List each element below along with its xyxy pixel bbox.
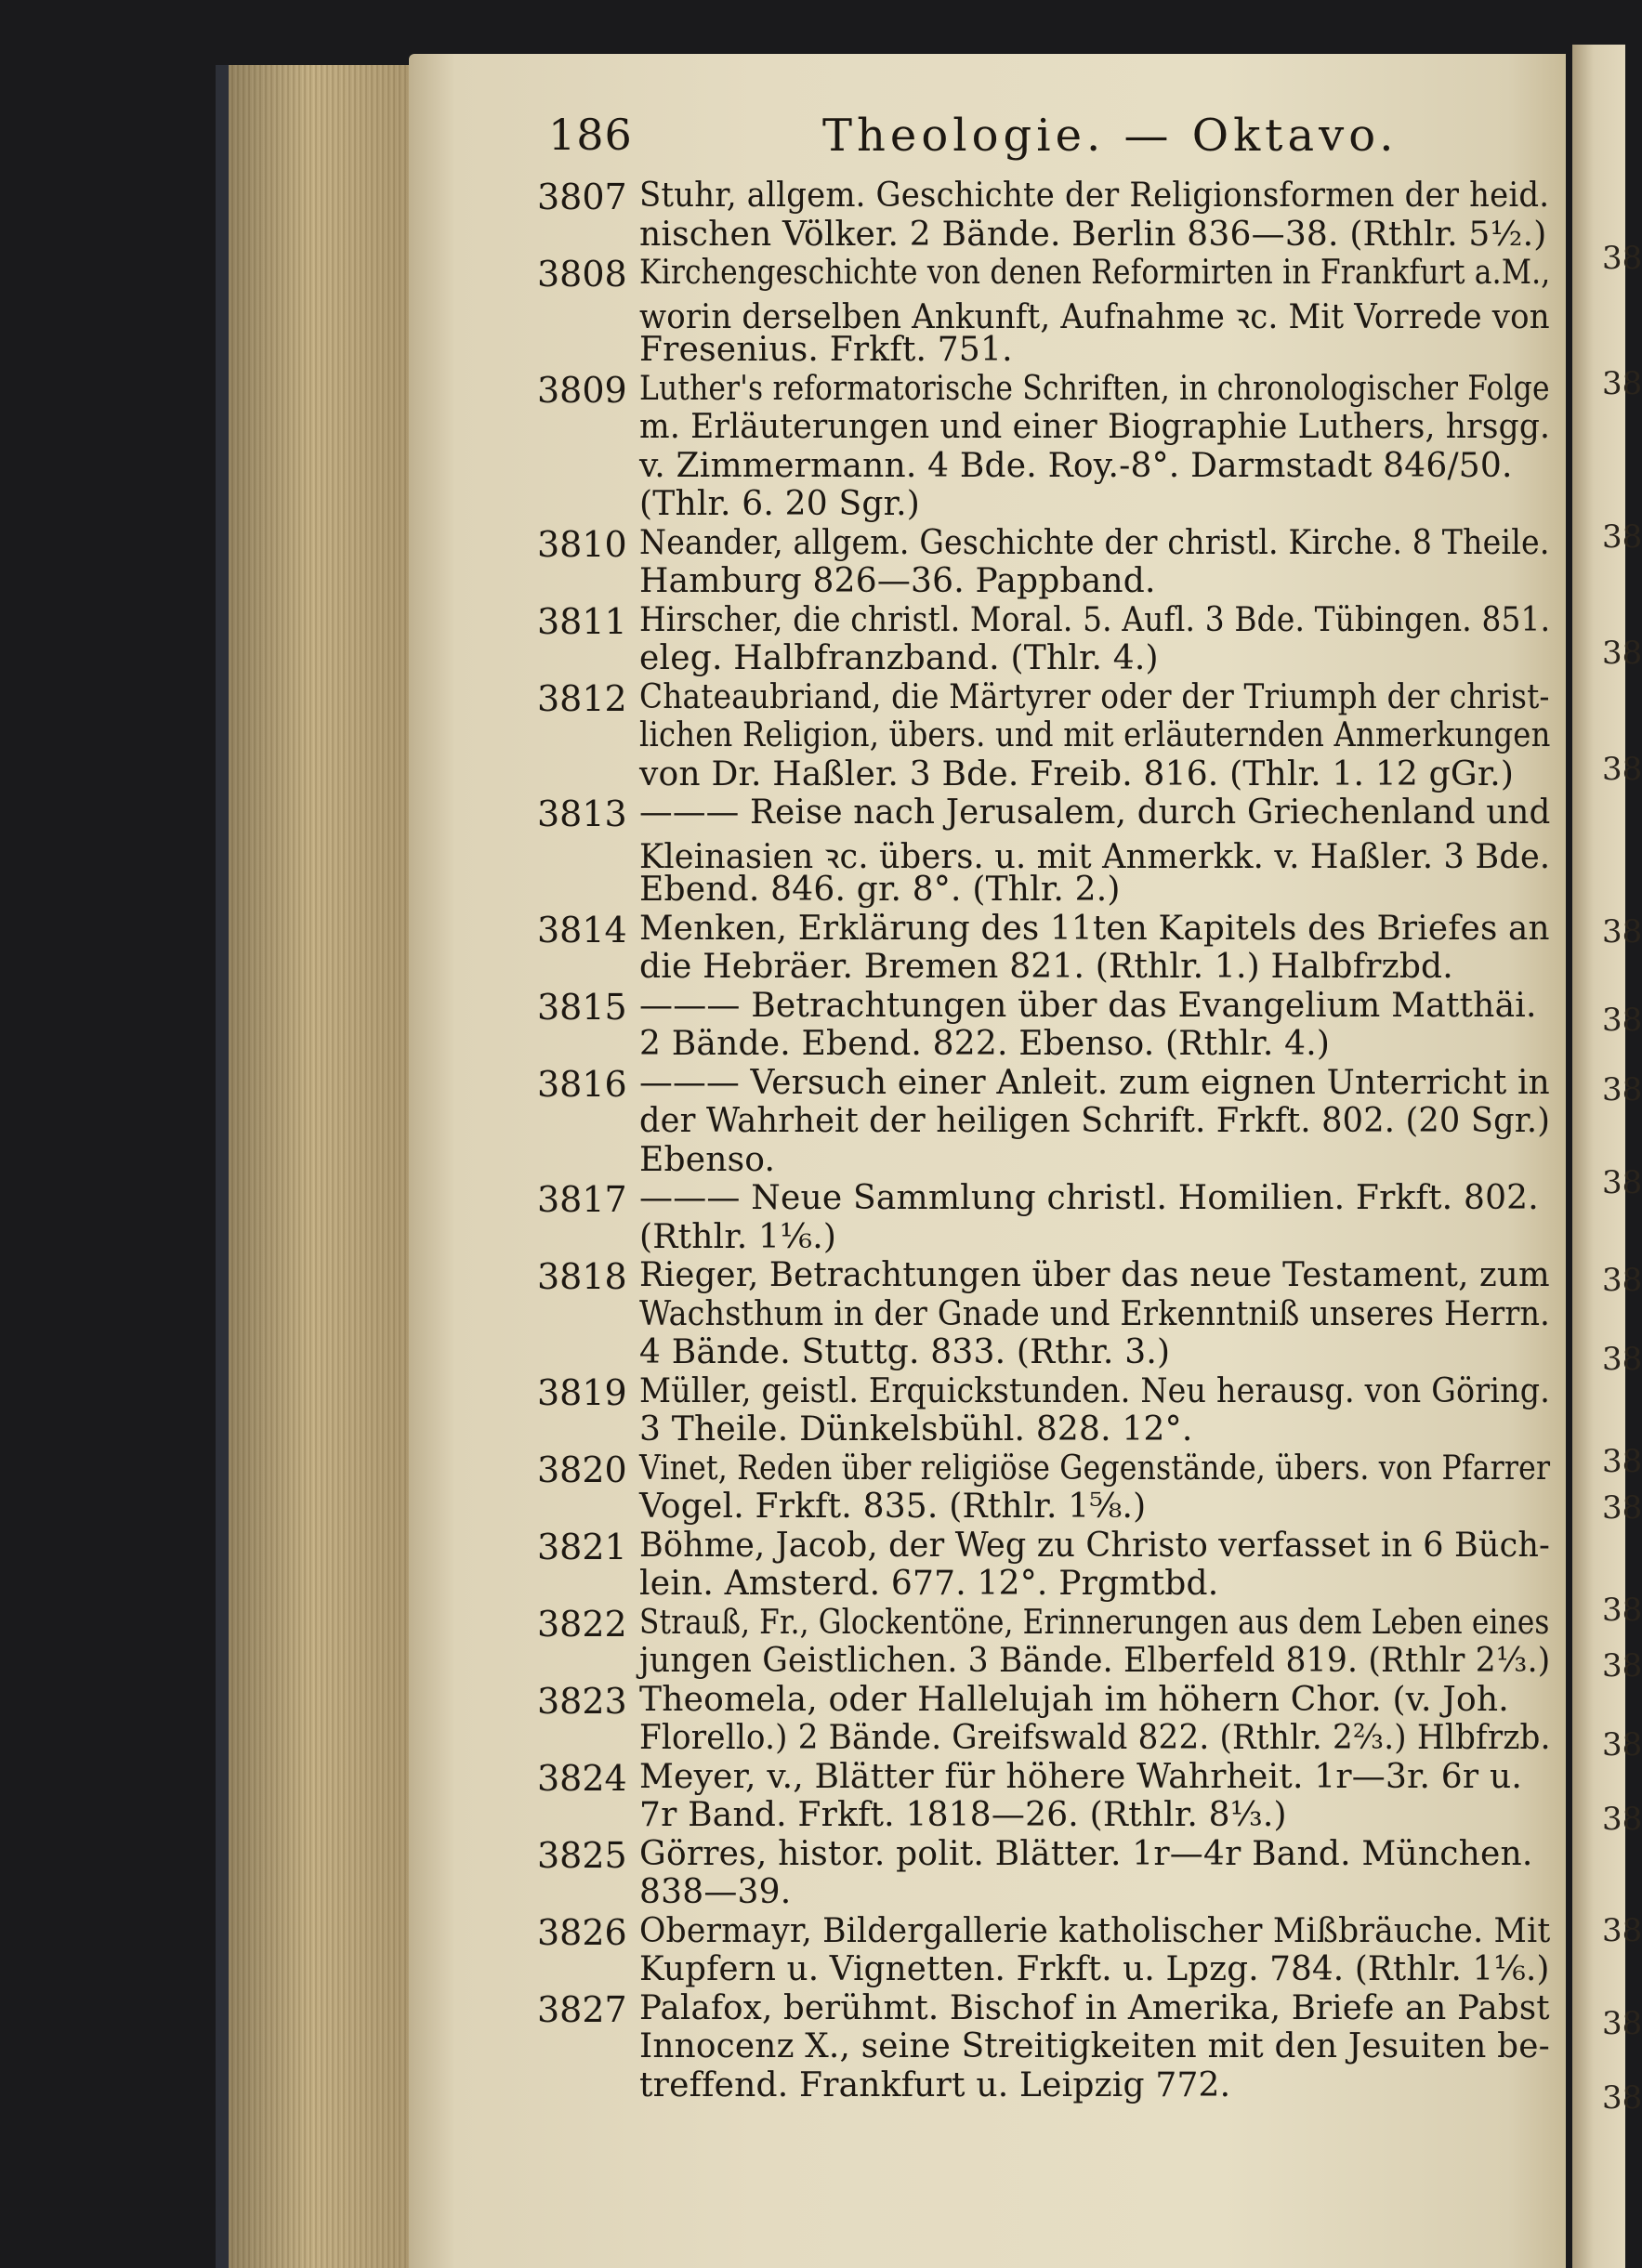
facing-page-number-fragment: 38 [1602,1489,1642,1527]
entry-line: eleg. Halbfranzband. (Thlr. 4.) [639,639,1159,677]
entry-line: lichen Religion, übers. und mit erläuternden Anmerkungen [639,716,1551,754]
facing-page-number-fragment: 38 [1602,913,1642,950]
entry-line: treffend. Frankfurt u. Leipzig 772. [639,2065,1231,2104]
catalogue-entry [537,1449,1569,1527]
entry-line: 838—39. [639,1873,792,1911]
entry-line: die Hebräer. Bremen 821. (Rthlr. 1.) Halbfrzbd. [639,948,1453,986]
entry-number: 3816 [537,1063,627,1105]
entry-line: Menken, Erklärung des 11ten Kapitels des Briefes an [639,909,1550,948]
entry-number: 3827 [537,1988,627,2030]
entry-line: Wachsthum in der Gnade und Erkenntniß unseres Herrn. [639,1294,1550,1333]
entry-number: 3820 [537,1449,627,1490]
entry-number: 3813 [537,793,627,834]
catalogue-entry [537,1527,1569,1604]
entry-number: 3825 [537,1834,627,1876]
entry-line: Hirscher, die christl. Moral. 5. Aufl. 3 Bde. Tübingen. 851. [639,600,1551,639]
entry-number: 3824 [537,1757,627,1799]
catalogue-entry [537,1681,1569,1758]
catalogue-entry [537,1758,1569,1835]
catalogue-entry [537,1989,1569,2105]
running-head-title: Theologie. — Oktavo. [822,110,1399,162]
entry-line: m. Erläuterungen und einer Biographie Luthers, hrsgg. [639,408,1551,446]
book-page-edge [216,65,438,2268]
facing-page-number-fragment: 38 [1602,1801,1642,1838]
entry-number: 3819 [537,1371,627,1413]
entry-line: der Wahrheit der heiligen Schrift. Frkft. 802. (20 Sgr.) [639,1102,1551,1140]
entry-number: 3815 [537,986,627,1028]
entry-line: Vinet, Reden über religiöse Gegenstände, übers. von Pfarrer [639,1449,1551,1488]
entry-line: Kleinasien ꝛc. übers. u. mit Anmerkk. v. Haßler. 3 Bde. [639,837,1551,876]
facing-page-number-fragment: 38 [1602,1443,1642,1480]
catalogue-entry [537,254,1569,370]
entry-line: Fresenius. Frkft. 751. [639,331,1013,369]
entry-line: (Rthlr. 1⅙.) [639,1217,837,1256]
entry-number: 3811 [537,600,627,642]
catalogue-entry [537,601,1569,678]
entry-line: worin derselben Ankunft, Aufnahme ꝛc. Mit Vorrede von [639,297,1550,336]
entry-line: Luther's reformatorische Schriften, in chronologischer Folge [639,369,1550,408]
facing-page-number-fragment: 38 [1602,1912,1642,1949]
catalogue-entry [537,1179,1569,1256]
entry-line: 2 Bände. Ebend. 822. Ebenso. (Rthlr. 4.) [639,1025,1331,1063]
entry-number: 3814 [537,909,627,950]
entry-number: 3817 [537,1179,627,1220]
facing-page-number-fragment: 38 [1602,751,1642,788]
entry-line: Chateaubriand, die Märtyrer oder der Triumph der christ- [639,677,1550,716]
next-page-margin [1572,45,1642,2268]
entry-number: 3823 [537,1680,627,1722]
entry-number: 3808 [537,254,627,295]
facing-page-number-fragment: 38 [1602,2079,1642,2117]
catalogue-entry [537,370,1569,524]
facing-page-number-fragment: 38 [1602,518,1642,556]
facing-page-number-fragment: 38 [1602,1341,1642,1378]
entry-line: Kupfern u. Vignetten. Frkft. u. Lpzg. 784. (Rthlr. 1⅙.) [639,1950,1550,1988]
entry-number: 3822 [537,1603,627,1645]
catalogue-entry [537,1912,1569,1989]
entry-number: 3809 [537,369,627,411]
facing-page-number-fragment: 38 [1602,1071,1642,1108]
facing-page-number-fragment: 38 [1602,1164,1642,1201]
entry-line: Ebend. 846. gr. 8°. (Thlr. 2.) [639,871,1121,909]
catalogue-entry [537,1835,1569,1912]
facing-page-number-fragment: 38 [1602,2005,1642,2042]
entry-number: 3818 [537,1256,627,1297]
entry-line: jungen Geistlichen. 3 Bände. Elberfeld 819. (Rthlr 2⅓.) [639,1642,1551,1680]
catalogue-entry [537,793,1569,910]
entry-number: 3821 [537,1526,627,1567]
catalogue-entry [537,524,1569,601]
page-number: 186 [548,110,633,160]
entry-line: ——— Neue Sammlung christl. Homilien. Frkft. 802. [639,1179,1539,1217]
facing-page-number-fragment: 38 [1602,635,1642,672]
entry-line: Ebenso. [639,1140,776,1179]
entry-line: ——— Reise nach Jerusalem, durch Griechenland und [639,793,1551,832]
catalogue-entry [537,910,1569,987]
catalogue-entry [537,987,1569,1064]
entry-number: 3812 [537,677,627,719]
facing-page-number-fragment: 38 [1602,1002,1642,1039]
catalogue-entry [537,1372,1569,1449]
entry-line: von Dr. Haßler. 3 Bde. Freib. 816. (Thlr. 1. 12 gGr.) [639,754,1515,793]
entry-line: Strauß, Fr., Glockentöne, Erinnerungen aus dem Leben eines [639,1603,1550,1642]
entry-line: Theomela, oder Hallelujah im höhern Chor. (v. Joh. [639,1680,1509,1719]
entry-line: Palafox, berühmt. Bischof in Amerika, Briefe an Pabst [639,1988,1550,2027]
entry-line: (Thlr. 6. 20 Sgr.) [639,485,920,523]
entry-line: 4 Bände. Stuttg. 833. (Rthr. 3.) [639,1333,1171,1371]
catalogue-entry [537,678,1569,794]
entry-line: lein. Amsterd. 677. 12°. Prgmtbd. [639,1565,1219,1603]
catalogue-entry [537,177,1569,254]
facing-page-number-fragment: 38 [1602,1262,1642,1299]
entry-number: 3807 [537,177,627,217]
entry-line: Böhme, Jacob, der Weg zu Christo verfasset in 6 Büch- [639,1526,1551,1565]
entry-line: nischen Völker. 2 Bände. Berlin 836—38. (Rthlr. 5½.) [639,215,1547,254]
entry-number: 3810 [537,523,627,565]
entry-line: v. Zimmermann. 4 Bde. Roy.-8°. Darmstadt 846/50. [639,446,1513,485]
entry-line: Innocenz X., seine Streitigkeiten mit den Jesuiten be- [639,2027,1550,2065]
entry-line: ——— Versuch einer Anleit. zum eignen Unterricht in [639,1063,1550,1102]
entry-line: Vogel. Frkft. 835. (Rthlr. 1⅝.) [639,1488,1147,1526]
catalogue-entry [537,1604,1569,1681]
entry-line: Meyer, v., Blätter für höhere Wahrheit. 1r—3r. 6r u. [639,1757,1522,1796]
entry-line: Görres, histor. polit. Blätter. 1r—4r Band. München. [639,1834,1533,1873]
entry-line: 3 Theile. Dünkelsbühl. 828. 12°. [639,1410,1193,1449]
catalogue-entry [537,1256,1569,1372]
entry-line: Stuhr, allgem. Geschichte der Religionsformen der heid. [639,177,1550,215]
entry-line: Kirchengeschichte von denen Reformirten in Frankfurt a.M., [639,254,1551,292]
facing-page-number-fragment: 38 [1602,1726,1642,1763]
entry-number: 3826 [537,1911,627,1953]
facing-page-number-fragment: 38 [1602,1647,1642,1685]
entry-line: Neander, allgem. Geschichte der christl. Kirche. 8 Theile. [639,523,1550,562]
facing-page-number-fragment: 38 [1602,240,1642,277]
entry-line: ——— Betrachtungen über das Evangelium Matthäi. [639,986,1537,1025]
entry-line: Obermayr, Bildergallerie katholischer Mißbräuche. Mit [639,1911,1551,1950]
facing-page-number-fragment: 38 [1602,1592,1642,1629]
catalogue-entry [537,1064,1569,1180]
entry-line: Rieger, Betrachtungen über das neue Testament, zum [639,1256,1550,1294]
entry-line: Florello.) 2 Bände. Greifswald 822. (Rthlr. 2⅔.) Hlbfrzb. [639,1719,1551,1757]
entry-line: Müller, geistl. Erquickstunden. Neu herausg. von Göring. [639,1371,1551,1410]
entry-line: 7r Band. Frkft. 1818—26. (Rthlr. 8⅓.) [639,1796,1287,1834]
facing-page-number-fragment: 38 [1602,365,1642,402]
entry-line: Hamburg 826—36. Pappband. [639,562,1156,600]
